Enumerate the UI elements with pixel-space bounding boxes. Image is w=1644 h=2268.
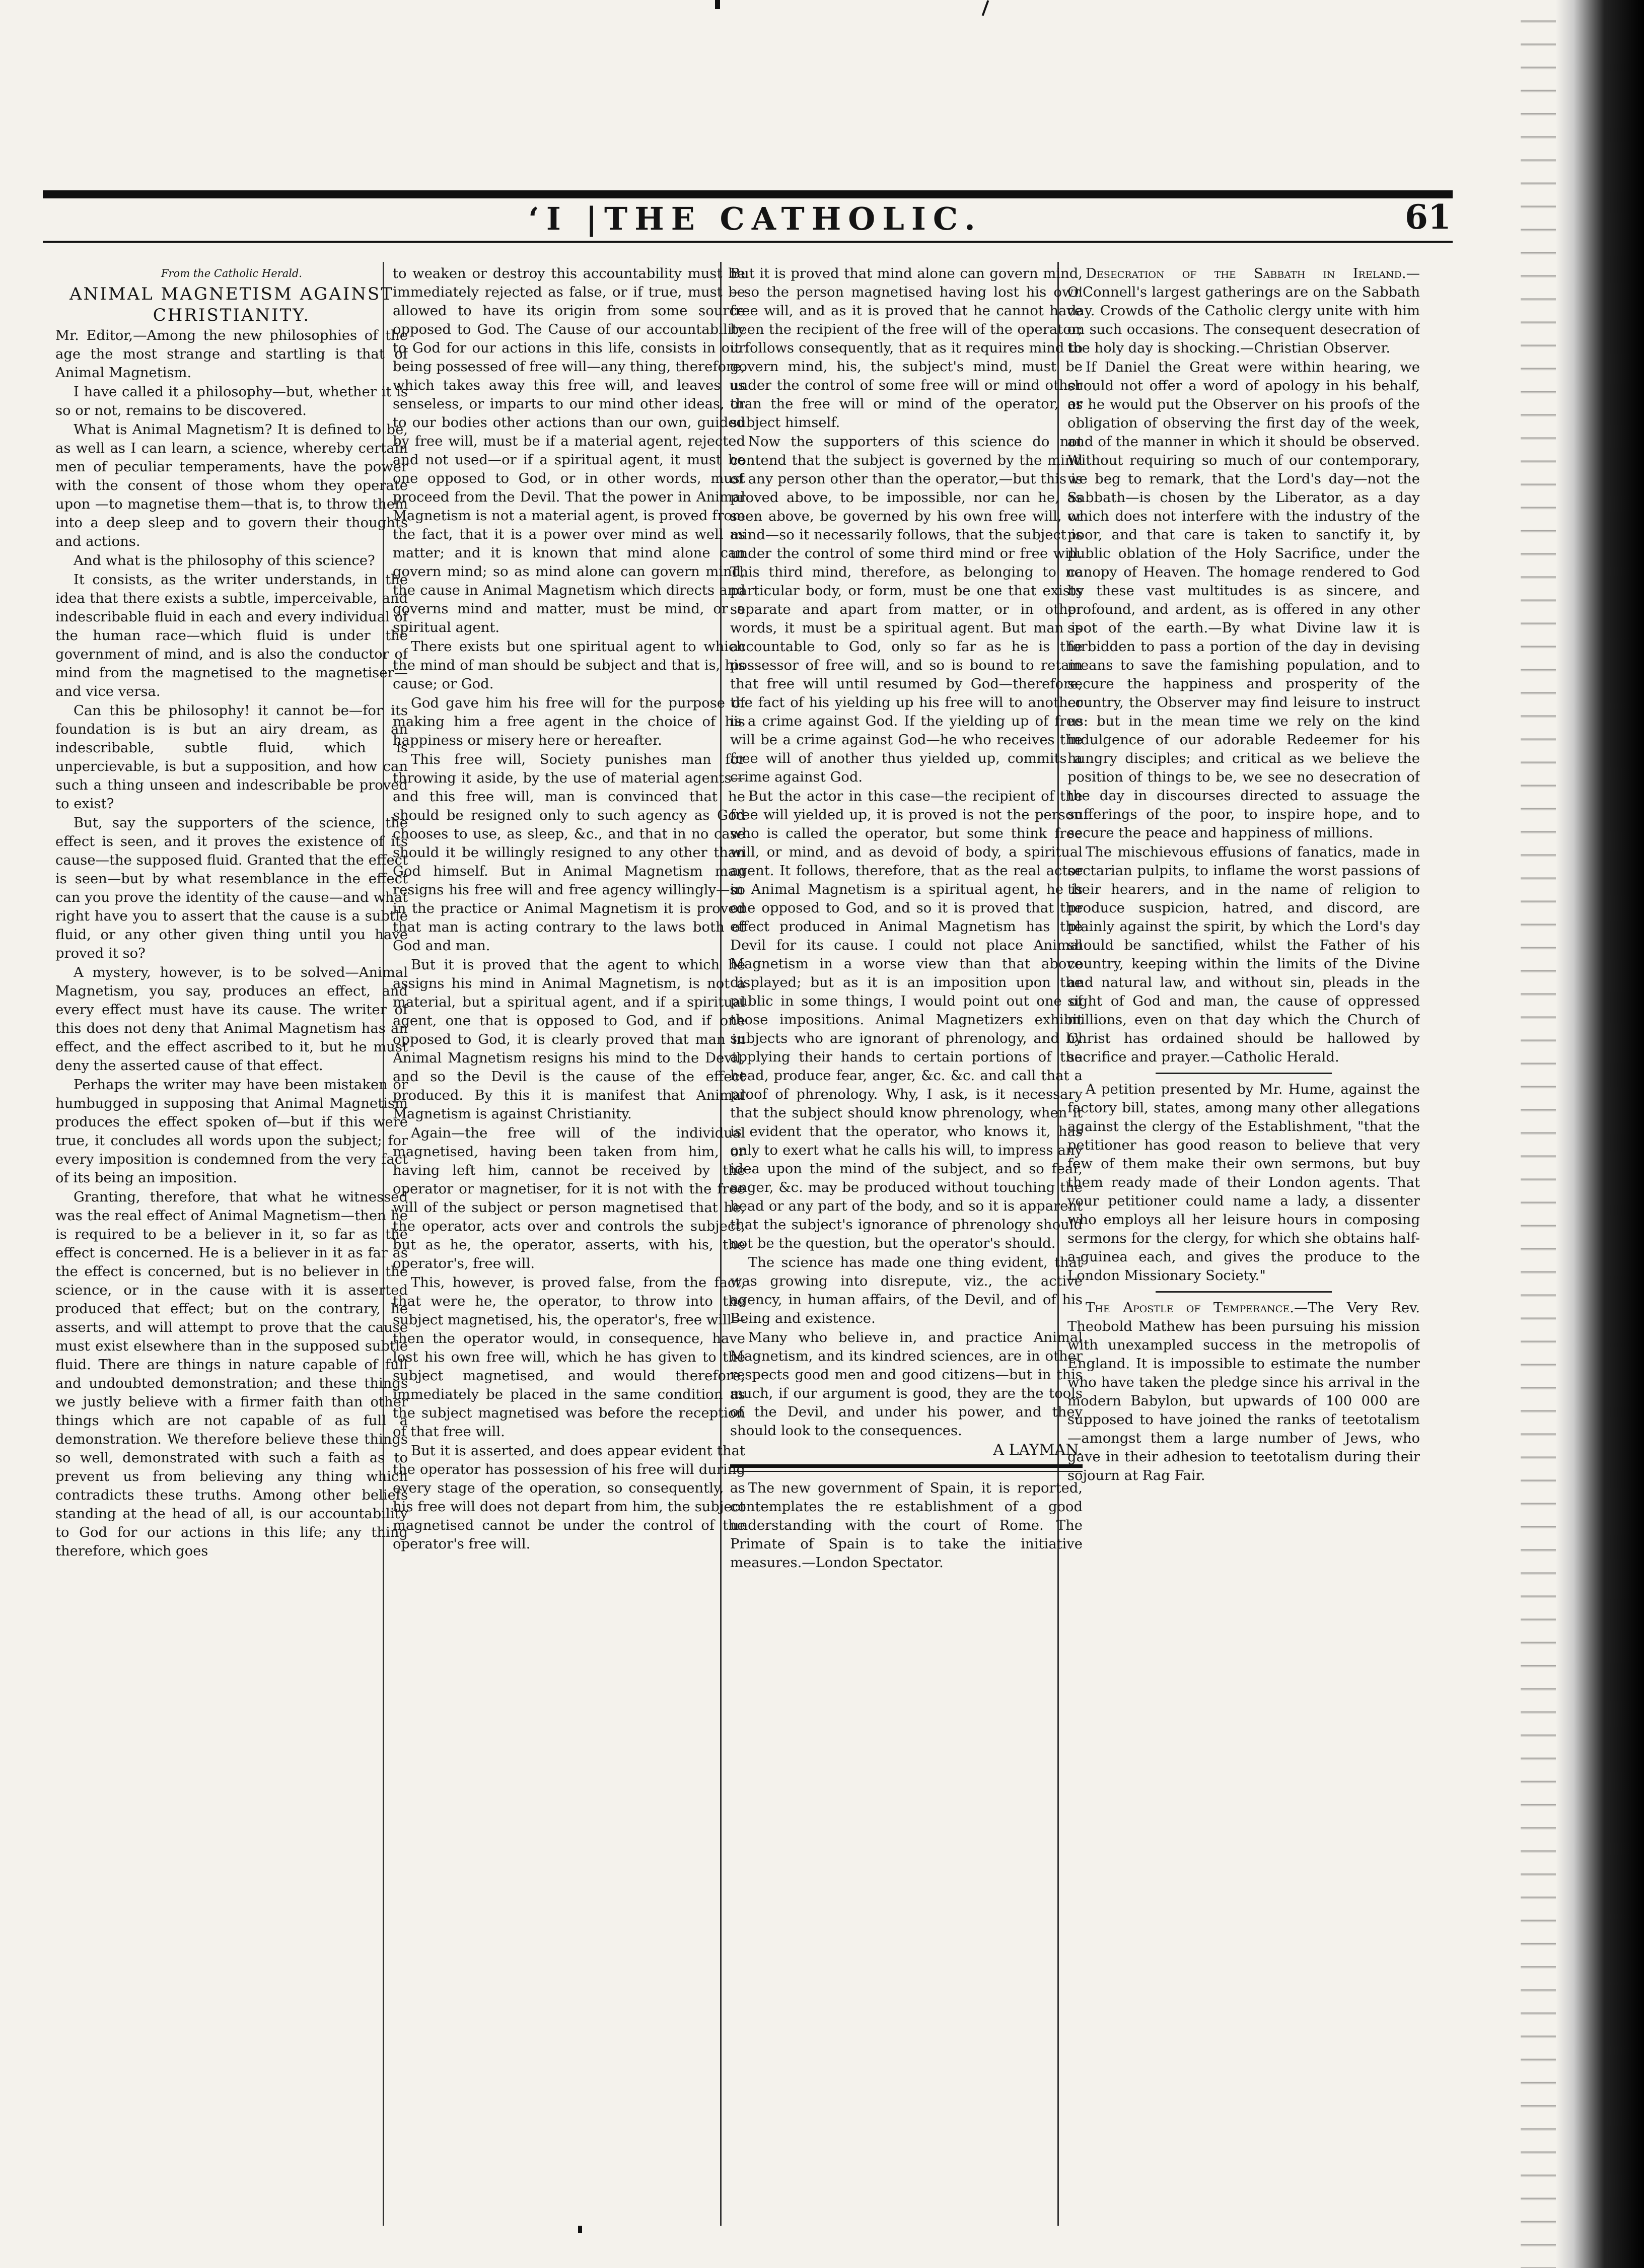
paragraph: The mischievous effusions of fanatics, made in sectarian pulpits, to inflame the worst passions of their hearers, and in the name of religion to produce suspicion, hatred, and discord, are plainly against the spirit, by which the Lord's day should be sanctified, whilst the Father of his country, keeping within the limits of the Divine and natural law, and without sin, pleads in the sight of God and man, the cause of oppressed millions, even on that day which the Church of Christ has ordained should be hallowed by sacrifice and prayer.—Catholic Herald. [1067,844,1420,1065]
paragraph: Mr. Editor,—Among the new philosophies of the age the most strange and startling is that of Animal Magnetism. [55,328,408,381]
paragraph: Perhaps the writer may have been mistaken or humbugged in supposing that Animal Magnetism produces the effect spoken of—but if this were true, it concludes all words upon the subject; for every imposition is condemned from the very fact of its being an imposition. [55,1077,408,1186]
paragraph: But, say the supporters of the science, the effect is seen, and it proves the existence of its cause—the supposed fluid. Granted that the effect is seen—but by what resemblance in the effect can you prove the identity of the cause—and what right have you to assert that the cause is a subtle fluid, or any other given thing until you have proved it so? [55,815,408,961]
section-divider [1156,1073,1332,1074]
paragraph: A petition presented by Mr. Hume, against the factory bill, states, among many other allegations against the clergy of the Establishment, "that the petitioner has good reason to believe that very few of them make their own sermons, but buy them ready made of their London agents. That your petitioner could name a lady, a dissenter who employs all her leisure hours in composing sermons for the clergy, for which she obtains half-a-guinea each, and gives the produce to the London Missionary Society." [1067,1082,1420,1284]
paragraph: The science has made one thing evident, that was growing into disrepute, viz., the active agency, in human affairs, of the Devil, and of his Being and existence. [730,1255,1083,1326]
scan-dark-edge [1556,0,1644,2268]
paragraph: Now the supporters of this science do not contend that the subject is governed by the mind of any person other than the operator,—but this is proved above, to be impossible, nor can he, as seen above, be governed by his own free will, or mind—so it necessarily follows, that the subject is under the control of some third mind or free will. This third mind, therefore, as belonging to no particular body, or form, must be one that exists separate and apart from matter, or in other words, it must be a spiritual agent. But man is accountable to God, only so far as he is the possessor of free will, and so is bound to retain that free will until resumed by God—therefore, the fact of his yielding up his free will to another is a crime against God. If the yielding up of free will be a crime against God—he who receives the free will of another thus yielded up, commits a crime against God. [730,434,1083,785]
scan-speck [578,2226,582,2233]
paragraph: God gave him his free will for the purpose of making him a free agent in the choice of his happiness or misery here or hereafter. [393,695,745,748]
paragraph: And what is the philosophy of this science? [74,553,375,569]
paragraph: A mystery, however, is to be solved—Animal Magnetism, you say, produces an effect, and every effect must have its cause. The writer of this does not deny that Animal Magnetism has an effect, and the effect ascribed to it, but he must deny the asserted cause of that effect. [55,965,408,1074]
paragraph: It consists, as the writer understands, in the idea that there exists a subtle, imperceivable, and indescribable fluid in each and every individual of the human race—which fluid is under the government of mind, and is also the conductor of mind from the magnetised to the magnetiser—and vice versa. [55,572,408,699]
article-headline: ANIMAL MAGNETISM AGAINST CHRISTIANITY. [69,284,394,325]
run-in-heading: The Apostle of Temperance. [1086,1300,1294,1316]
scan-speck [715,0,720,9]
column-3 [730,264,1083,2218]
paragraph: There exists but one spiritual agent to which the mind of man should be subject and that is, his cause; or God. [393,639,745,692]
paragraph: But the actor in this case—the recipient of the free will yielded up, it is proved is not the person who is called the operator, but some think free will, or mind, and as devoid of body, a spiritual agent. It follows, therefore, that as the real actor in Animal Magnetism is a spiritual agent, he is one opposed to God, and so it is proved that the effect produced in Animal Magnetism has the Devil for its cause. I could not place Animal Magnetism in a worse view than that above displayed; but as it is an imposition upon the public in some things, I would point out one of those impositions. Animal Magnetizers exhibit subjects who are ignorant of phrenology, and by applying their hands to certain portions of the head, produce fear, anger, &c. &c. and call that a proof of phrenology. Why, I ask, is it necessary that the subject should know phrenology, when it is evident that the operator, who knows it, has only to exert what he calls his will, to impress any idea upon the mind of the subject, and so fear, anger, &c. may be produced without touching the head or any part of the body, and so it is apparent that the subject's ignorance of phrenology should not be the question, but the operator's should. [730,789,1083,1251]
running-title: ‘I |THE CATHOLIC. [528,200,982,237]
paragraph: But it is proved that the agent to which he assigns his mind in Animal Magnetism, is not a material, but a spiritual agent, and if a spiritual agent, one that is opposed to God, and if one opposed to God, it is clearly proved that man in Animal Magnetism resigns his mind to the Devil, and so the Devil is the cause of the effect produced. By this it is manifest that Animal Magnetism is against Christianity. [393,957,745,1122]
news-text: —O'Connell's largest gatherings are on the Sabbath day. Crowds of the Catholic clergy unite with him on such occasions. The consequent desecration of the holy day is shocking.—Christian Observer. [1067,266,1420,356]
news-item: The new government of Spain, it is reported, contemplates the re establishment of a good understanding with the court of Rome. The Primate of Spain is to take the initiative measures.—London Spectator. [730,1480,1083,1571]
signature: A LAYMAN. [993,1441,1083,1459]
header-rule-bottom [43,241,1453,243]
paragraph: I have called it a philosophy—but, whether it is so or not, remains to be discovered. [55,384,408,418]
news-item [1067,264,1420,358]
paragraph: This, however, is proved false, from the fact, that were he, the operator, to throw into the subject magnetised, his, the operator's, free will—then the operator would, in consequence, have lost his own free will, which he has given to the subject magnetised, and would therefore, immediately be placed in the same condition as the subject magnetised was before the reception of that free will. [393,1275,745,1440]
paragraph: But it is proved that mind alone can govern mind,—so the person magnetised having lost his own free will, and as it is proved that he cannot have been the recipient of the free will of the operator; it follows consequently, that as it requires mind to govern mind, his, the subject's mind, must be under the control of some free will or mind other than the free will or mind of the operator, or subject himself. [730,266,1083,431]
paragraph: But it is asserted, and does appear evident that the operator has possession of his free will during every stage of the operation, so consequently, as his free will does not depart from him, the subject magnetised cannot be under the control of the operator's free will. [393,1443,745,1552]
run-in-heading: Desecration of the Sabbath in Ireland. [1086,266,1406,281]
section-divider [1156,1291,1332,1293]
column-4 [1067,264,1420,2218]
section-divider [730,1464,1083,1472]
scan-mark [982,0,989,16]
column-1 [55,264,408,2218]
page-number: 61 [1405,197,1451,237]
paragraph: What is Animal Magnetism? It is defined to be, as well as I can learn, a science, whereby certain men of peculiar temperaments, have the power with the consent of those whom they operate upon —to magnetise them—that is, to throw them into a deep sleep and to govern their thoughts and actions. [55,422,408,549]
paragraph: to weaken or destroy this accountability must be immediately rejected as false, or if true, must be allowed to have its origin from some source opposed to God. The Cause of our accountability to God for our actions in this life, consists in our being possessed of free will—any thing, therefore, which takes away this free will, and leaves us senseless, or imparts to our mind other ideas, or to our bodies other actions than our own, guided by free will, must be if a material agent, rejected and not used—or if a spiritual agent, it must be one opposed to God, or in other words, must proceed from the Devil. That the power in Animal Magnetism is not a material agent, is proved from the fact, that it is a power over mind as well as matter; and it is known that mind alone can govern mind; so as mind alone can govern mind, the cause in Animal Magnetism which directs and governs mind and matter, must be mind, or a spiritual agent. [393,266,745,635]
paragraph: Again—the free will of the individual magnetised, having been taken from him, or having left him, cannot be received by the operator or magnetiser, for it is not with the free will of the subject or person magnetised that he, the operator, acts over and controls the subject, but as he, the operator, asserts, with his, the operator's, free will. [393,1125,745,1271]
news-text: —The Very Rev. Theobold Mathew has been pursuing his mission with unexampled success in the metropolis of England. It is impossible to estimate the number who have taken the pledge since his arrival in the modern Babylon, but upwards of 100 000 are supposed to have joined the ranks of teetotalism—amongst them a large number of Jews, who gave in their adhesion to teetotalism during their sojourn at Rag Fair. [1067,1300,1420,1483]
column-2 [393,264,745,2218]
header-rule-top [43,190,1453,198]
paragraph: Many who believe in, and practice Animal Magnetism, and its kindred sciences, are in other respects good men and good citizens—but in this much, if our argument is good, they are the tools of the Devil, and under his power, and they should look to the consequences. [730,1330,1083,1439]
paragraph: If Daniel the Great were within hearing, we should not offer a word of apology in his behalf, as he would put the Observer on his proofs of the obligation of observing the first day of the week, and of the manner in which it should be observed. Without requiring so much of our contemporary, we beg to remark, that the Lord's day—not the Sabbath—is chosen by the Liberator, as a day which does not interfere with the industry of the poor, and that care is taken to sanctify it, by public oblation of the Holy Sacrifice, under the canopy of Heaven. The homage rendered to God by these vast multitudes is as sincere, and profound, and ardent, as is offered in any other spot of the earth.—By what Divine law it is forbidden to pass a portion of the day in devising means to save the famishing population, and to secure the happiness and prosperity of the country, the Observer may find leisure to instruct us: but in the mean time we rely on the kind indulgence of our adorable Redeemer for his hungry disciples; and critical as we believe the position of things to be, we see no desecration of the day in discourses directed to assuage the sufferings of the poor, to inspire hope, and to secure the peace and happiness of millions. [1067,360,1420,841]
scan-edge-noise [1521,0,1556,2268]
paragraph: This free will, Society punishes man for throwing it aside, by the use of material agents—and this free will, man is convinced that he should be resigned only to such agency as God chooses to use, as sleep, &c., and that in no case should it be willingly resigned to any other than God himself. But in Animal Magnetism man resigns his free will and free agency willingly—so in the practice or Animal Magnetism it is proved that man is acting contrary to the laws both of God and man. [393,752,745,954]
news-item [1067,1299,1420,1485]
paragraph: Can this be philosophy! it cannot be—for its foundation is is but an airy dream, as an indescribable, subtle fluid, which is unpercievable, is but a supposition, and how can such a thing unseen and indescribable be proved to exist? [55,703,408,812]
paragraph: Granting, therefore, that what he witnessed was the real effect of Animal Magnetism—then he is required to be a believer in it, so far as the effect is concerned. He is a believer in it as far as the effect is concerned, but is no believer in the science, or in the cause with it is asserted produced that effect; but on the contrary, he asserts, and will attempt to prove that the cause must exist elsewhere than in the supposed subtle fluid. There are things in nature capable of full and undoubted demonstration; and these things we justly believe with a firmer faith than other things which are not capable of as full a demonstration. We therefore believe these things so well, demonstrated with such a faith as to prevent us from believing any thing which contradicts these truths. Among other beliefs standing at the head of all, is our accountability to God for our actions in this life; any thing therefore, which goes [55,1189,408,1559]
source-credit: From the Catholic Herald. [161,267,303,279]
